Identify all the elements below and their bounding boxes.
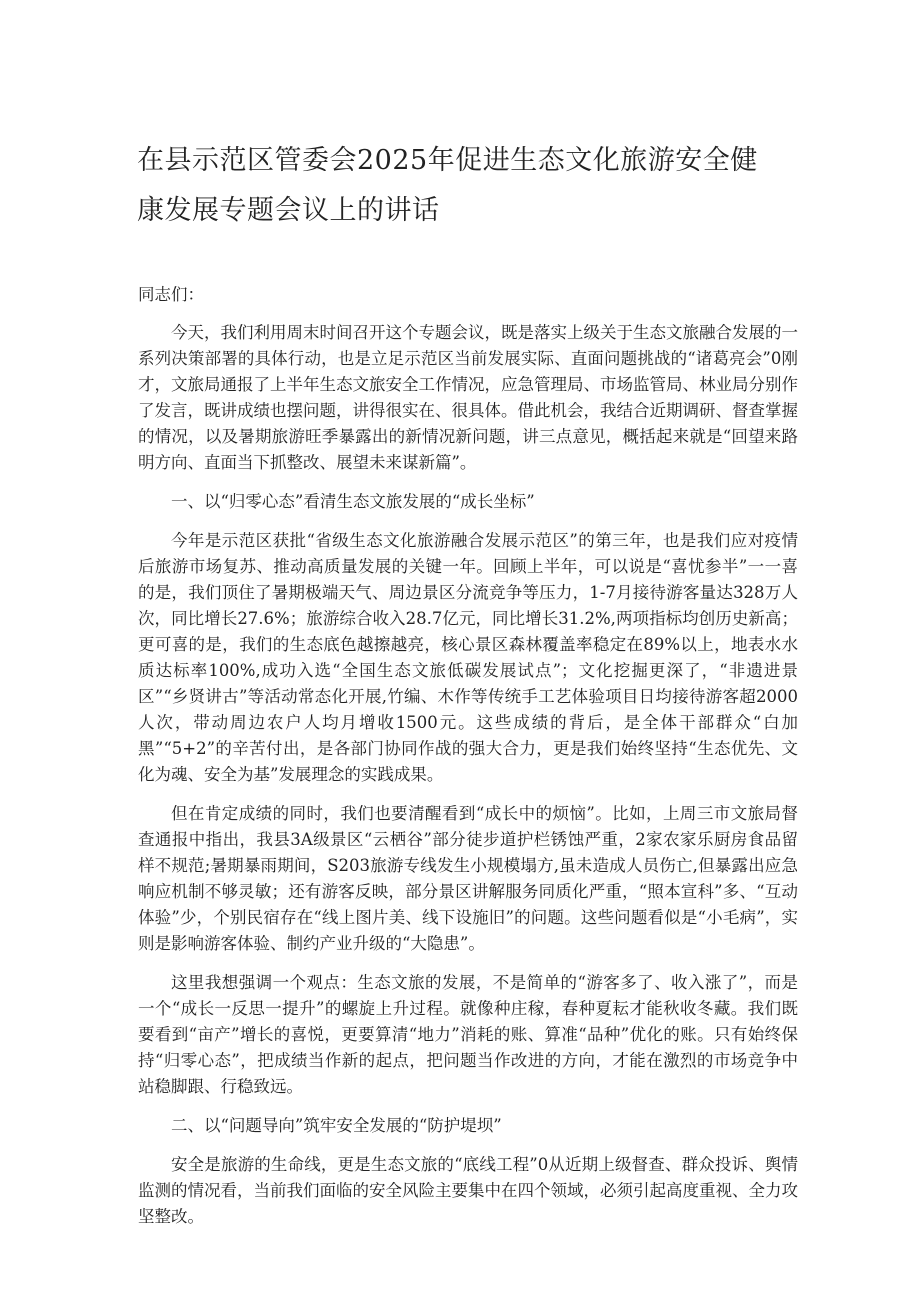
paragraph-viewpoint: 这里我想强调一个观点：生态文旅的发展，不是简单的“游客多了、收入涨了”，而是一个“成长一反思一提升”的螺旋上升过程。就像种庄稼，春种夏耘才能秋收冬藏。我们既要看到“亩产”增长的喜悦，更要算清“地力”消耗的账、算准“品种”优化的账。只有始终保持“归零心态”，把成绩当作新的起点，把问题当作改进的方向，才能在激烈的市场竞争中站稳脚跟、行稳致远。 xyxy=(138,973,798,1096)
paragraph-achievements: 今年是示范区获批“省级生态文化旅游融合发展示范区”的第三年，也是我们应对疫情后旅游市场复苏、推动高质量发展的关键一年。回顾上半年，可以说是“喜忧参半”一一喜的是，我们顶住了暑期极端天气、周边景区分流竞争等压力，1-7月接待游客量达328万人次，同比增长27.6%；旅游综合收入28.7亿元，同比增长31.2%,两项指标均创历史新高；更可喜的是，我们的生态底色越擦越亮，核心景区森林覆盖率稳定在89%以上，地表水水质达标率100%,成功入选“全国生态文旅低碳发展试点”；文化挖掘更深了，“非遗进景区”“乡贤讲古”等活动常态化开展,竹编、木作等传统手工艺体验项目日均接待游客超2000人次，带动周边农户人均月增收1500元。这些成绩的背后，是全体干部群众“白加黑”“5+2”的辛苦付出，是各部门协同作战的强大合力，更是我们始终坚持“生态优先、文化为魂、安全为基”发展理念的实践成果。 xyxy=(138,531,798,784)
paragraph-safety: 安全是旅游的生命线，更是生态文旅的“底线工程”0从近期上级督查、群众投诉、舆情监测的情况看，当前我们面临的安全风险主要集中在四个领域，必须引起高度重视、全力攻坚整改。 xyxy=(138,1155,798,1226)
paragraph-problems: 但在肯定成绩的同时，我们也要清醒看到“成长中的烦恼”。比如，上周三市文旅局督查通报中指出，我县3A级景区“云栖谷”部分徒步道护栏锈蚀严重，2家农家乐厨房食品留样不规范;暑期暴雨期间，S203旅游专线发生小规模塌方,虽未造成人员伤亡,但暴露出应急响应机制不够灵敏；还有游客反映，部分景区讲解服务同质化严重，“照本宣科”多、“互动体验”少，个别民宿存在“线上图片美、线下设施旧”的问题。这些问题看似是“小毛病”，实则是影响游客体验、制约产业升级的“大隐患”。 xyxy=(138,804,798,953)
paragraph-intro: 今天，我们利用周末时间召开这个专题会议，既是落实上级关于生态文旅融合发展的一系列决策部署的具体行动，也是立足示范区当前发展实际、直面问题挑战的“诸葛亮会”0刚才，文旅局通报了上半年生态文旅安全工作情况，应急管理局、市场监管局、林业局分别作了发言，既讲成绩也摆问题，讲得很实在、很具体。借此机会，我结合近期调研、督查掌握的情况，以及暑期旅游旺季暴露出的新情况新问题，讲三点意见，概括起来就是“回望来路明方向、直面当下抓整改、展望未来谋新篇”。 xyxy=(138,323,798,472)
section-heading-2: 二、以“问题导向”筑牢安全发展的“防护堤坝” xyxy=(171,1116,502,1135)
document-title: 在县示范区管委会2025年促进生态文化旅游安全健康发展专题会议上的讲话 xyxy=(137,145,758,226)
salutation: 同志们： xyxy=(138,285,204,304)
document-body xyxy=(138,282,798,1243)
section-heading-1: 一、以“归零心态”看清生态文旅发展的“成长坐标” xyxy=(171,492,535,511)
